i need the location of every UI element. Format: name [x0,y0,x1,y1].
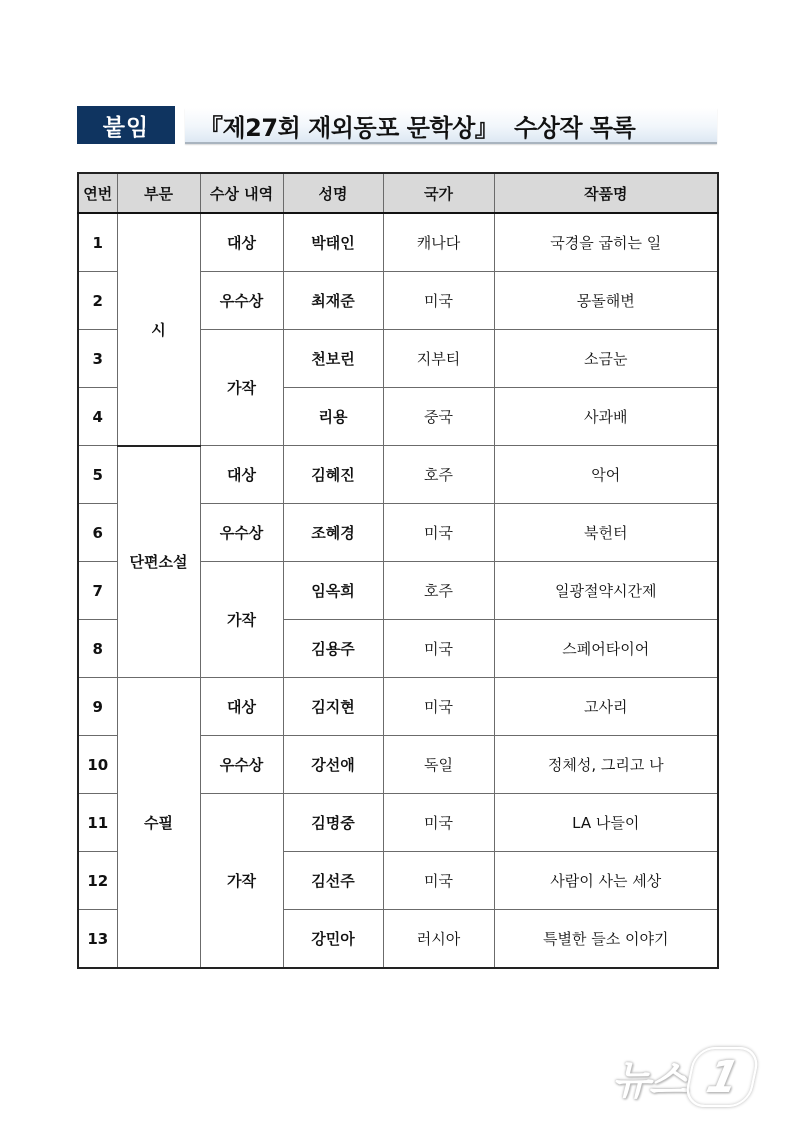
work-title-cell: LA 나들이 [494,794,718,852]
country-cell: 미국 [383,794,494,852]
country-cell: 미국 [383,504,494,562]
header-name: 성명 [283,173,383,213]
name-cell: 최재준 [283,272,383,330]
work-title-cell: 북헌터 [494,504,718,562]
name-cell: 조혜경 [283,504,383,562]
row-number: 9 [78,678,117,736]
row-number: 8 [78,620,117,678]
document-title-row [77,106,717,146]
name-cell: 김용주 [283,620,383,678]
header-country: 국가 [383,173,494,213]
country-cell: 캐나다 [383,213,494,272]
award-cell: 가작 [200,794,283,969]
row-number: 13 [78,910,117,969]
country-cell: 독일 [383,736,494,794]
watermark-text: 뉴스 [612,1057,686,1104]
name-cell: 강민아 [283,910,383,969]
attachment-badge: 붙임 [77,106,175,144]
award-cell: 대상 [200,678,283,736]
work-title-cell: 국경을 굽히는 일 [494,213,718,272]
work-title-cell: 소금눈 [494,330,718,388]
work-title-cell: 스페어타이어 [494,620,718,678]
name-cell: 김명중 [283,794,383,852]
country-cell: 호주 [383,446,494,504]
award-cell: 대상 [200,213,283,272]
document-title: 『제27회 재외동포 문학상』 수상작 목록 [185,108,717,144]
name-cell: 임옥희 [283,562,383,620]
name-cell: 김지현 [283,678,383,736]
news1-logo-icon: 1 [683,1047,762,1107]
award-cell: 가작 [200,562,283,678]
country-cell: 지부티 [383,330,494,388]
work-title-cell: 악어 [494,446,718,504]
work-title-cell: 사람이 사는 세상 [494,852,718,910]
award-cell: 대상 [200,446,283,504]
awards-table [77,172,719,969]
header-category: 부문 [117,173,200,213]
award-cell: 우수상 [200,272,283,330]
row-number: 2 [78,272,117,330]
category-cell: 수필 [117,678,200,969]
award-cell: 우수상 [200,504,283,562]
work-title-cell: 몽돌해변 [494,272,718,330]
name-cell: 리용 [283,388,383,446]
work-title-cell: 특별한 들소 이야기 [494,910,718,969]
row-number: 7 [78,562,117,620]
award-cell: 가작 [200,330,283,446]
news1-watermark [612,1042,782,1112]
work-title-cell: 일광절약시간제 [494,562,718,620]
table-row [78,213,718,272]
country-cell: 미국 [383,272,494,330]
name-cell: 김혜진 [283,446,383,504]
row-number: 3 [78,330,117,388]
country-cell: 중국 [383,388,494,446]
header-award: 수상 내역 [200,173,283,213]
country-cell: 미국 [383,852,494,910]
row-number: 1 [78,213,117,272]
table-row [78,446,718,504]
row-number: 5 [78,446,117,504]
row-number: 11 [78,794,117,852]
table-row [78,678,718,736]
country-cell: 미국 [383,678,494,736]
row-number: 6 [78,504,117,562]
award-cell: 우수상 [200,736,283,794]
name-cell: 강선애 [283,736,383,794]
category-cell: 단편소설 [117,446,200,678]
row-number: 12 [78,852,117,910]
work-title-cell: 사과배 [494,388,718,446]
name-cell: 천보린 [283,330,383,388]
table-header-row [78,173,718,213]
country-cell: 미국 [383,620,494,678]
country-cell: 호주 [383,562,494,620]
name-cell: 박태인 [283,213,383,272]
name-cell: 김선주 [283,852,383,910]
work-title-cell: 정체성, 그리고 나 [494,736,718,794]
work-title-cell: 고사리 [494,678,718,736]
row-number: 4 [78,388,117,446]
country-cell: 러시아 [383,910,494,969]
header-no: 연번 [78,173,117,213]
header-title: 작품명 [494,173,718,213]
category-cell: 시 [117,213,200,446]
row-number: 10 [78,736,117,794]
